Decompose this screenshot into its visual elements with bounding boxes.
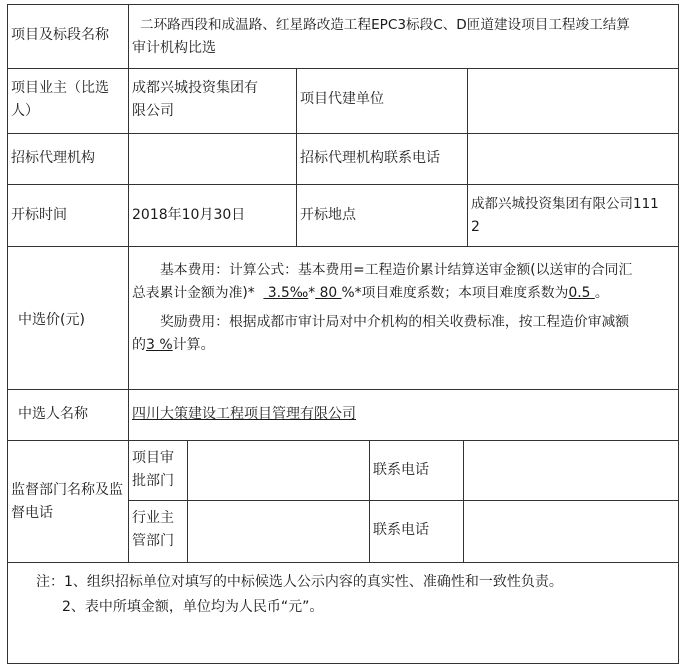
note-line2: 2、表中所填金额，单位均为人民币“元”。 — [62, 599, 324, 615]
winner-label: 中选人名称 — [18, 406, 88, 422]
owner-label-line1: 项目业主（比选 — [11, 80, 109, 96]
hline — [7, 4, 679, 5]
vline — [467, 68, 468, 246]
approval-dept-line1: 项目审 — [132, 450, 174, 466]
vline — [187, 440, 188, 562]
tender-agency-label: 招标代理机构 — [11, 150, 95, 166]
supervision-label-line2: 督电话 — [11, 505, 53, 521]
reward-percent: 3 % — [146, 337, 173, 353]
rate-percent: 80 — [315, 285, 342, 301]
approval-dept-line2: 批部门 — [132, 473, 174, 489]
basic-fee-line1: 基本费用：计算公式：基本费用=工程造价累计结算送审金额(以送审的合同汇 — [160, 262, 633, 278]
tender-agency-phone-label: 招标代理机构联系电话 — [300, 150, 440, 166]
vline — [463, 440, 464, 562]
project-name-line1: 二环路西段和成温路、红星路改造工程EPC3标段C、D匝道建设项目工程竣工结算 — [140, 17, 630, 33]
winner-name: 四川大策建设工程项目管理有限公司 — [132, 406, 356, 422]
hline — [128, 500, 679, 501]
industry-phone-label: 联系电话 — [373, 522, 429, 538]
hline — [7, 663, 679, 664]
hline — [7, 184, 679, 185]
hline — [7, 440, 679, 441]
note-line1: 注：1、组织招标单位对填写的中标候选人公示内容的真实性、准确性和一致性负责。 — [36, 574, 563, 590]
hline — [7, 68, 679, 69]
vline — [369, 440, 370, 562]
reward-suffix: 计算。 — [172, 337, 215, 353]
hline — [7, 389, 679, 390]
owner-value-line1: 成都兴城投资集团有 — [132, 80, 258, 96]
opening-place-line1: 成都兴城投资集团有限公司111 — [471, 196, 659, 212]
hline — [7, 562, 679, 563]
agent-unit-label: 项目代建单位 — [300, 91, 384, 107]
industry-dept-line2: 管部门 — [132, 533, 174, 549]
mult-sign: * — [308, 285, 316, 301]
period: 。 — [594, 285, 609, 301]
project-name-label: 项目及标段名称 — [11, 27, 109, 43]
reward-prefix: 的 — [132, 337, 146, 353]
approval-phone-label: 联系电话 — [373, 462, 429, 478]
vline — [296, 68, 297, 246]
vline — [7, 4, 8, 664]
opening-time-value: 2018年10月30日 — [132, 207, 246, 223]
owner-label-line2: 人） — [11, 103, 39, 119]
owner-value-line2: 限公司 — [132, 103, 174, 119]
basic-fee-line2 — [132, 282, 609, 305]
hline — [7, 246, 679, 247]
basic-fee-prefix: 总表累计金额为准)* — [132, 285, 255, 301]
opening-place-line2: 2 — [471, 219, 480, 235]
price-label: 中选价(元) — [18, 312, 85, 328]
reward-fee-line1: 奖励费用：根据成都市审计局对中介机构的相关收费标准，按工程造价审减额 — [160, 314, 630, 330]
hline — [7, 133, 679, 134]
rate-permille: 3.5‰ — [263, 285, 309, 301]
reward-fee-line2 — [132, 334, 215, 357]
project-name-line2: 审计机构比选 — [132, 40, 216, 56]
supervision-label-line1: 监督部门名称及监 — [11, 482, 123, 498]
basic-fee-mid: %*项目难度系数；本项目难度系数为 — [341, 285, 569, 301]
vline — [128, 4, 129, 562]
industry-dept-line1: 行业主 — [132, 510, 174, 526]
opening-place-label: 开标地点 — [300, 207, 356, 223]
vline — [678, 4, 679, 664]
difficulty-coefficient: 0.5 — [568, 285, 595, 301]
opening-time-label: 开标时间 — [11, 207, 67, 223]
